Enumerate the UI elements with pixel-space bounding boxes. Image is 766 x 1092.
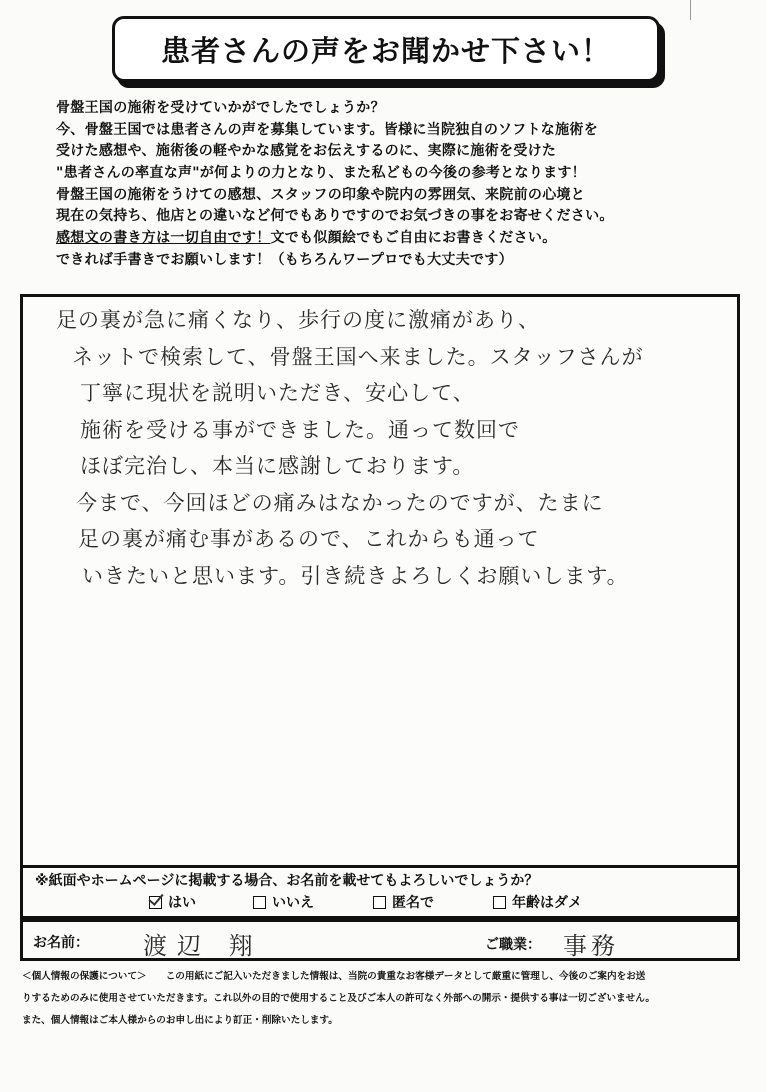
handwritten-line: ほぼ完治し、本当に感謝しております。 — [80, 454, 475, 478]
intro-underlined-text: 感想文の書き方は一切自由です！ — [56, 230, 271, 247]
privacy-line: ＜個人情報の保護について＞ この用紙にご記入いただきました情報は、当院の貴重なお客様データとして厳重に管理し、今後のご案内をお送 — [22, 971, 646, 982]
job-field[interactable]: 事務 — [563, 932, 619, 960]
checkbox-icon[interactable] — [493, 896, 506, 909]
intro-line-underlined — [56, 228, 736, 250]
page-title: 患者さんの声をお聞かせ下さい！ — [160, 33, 611, 68]
consent-section — [20, 866, 740, 919]
consent-question: ※紙面やホームページに掲載する場合、お名前を載せてもよろしいでしょうか？ — [35, 873, 539, 889]
consent-option-yes[interactable] — [149, 892, 196, 912]
consent-option-label: 匿名で — [392, 895, 434, 911]
intro-line: "患者さんの率直な声"が何よりの力となり、また私どもの今後の参考となります！ — [56, 165, 586, 182]
handwritten-line: 施術を受ける事ができました。通って数回で — [80, 417, 520, 442]
handwritten-line: 丁寧に現状を説明いただき、安心して、 — [80, 381, 475, 405]
privacy-line: また、個人情報はご本人様からのお申し出により訂正・削除いたします。 — [22, 1015, 338, 1026]
intro-line: 骨盤王国の施術を受けていかがでしたでしょうか？ — [56, 100, 385, 116]
consent-option-label: いいえ — [272, 895, 314, 911]
intro-after-underline: 文でも似顔絵でもご自由にお書きください。 — [270, 230, 557, 247]
page-edge-mark — [690, 0, 707, 20]
checkbox-checked-icon[interactable] — [149, 896, 162, 909]
consent-option-label: はい — [168, 895, 196, 911]
intro-line: 骨盤王国の施術をうけての感想、スタッフの印象や院内の雰囲気、来院前の心境と — [56, 186, 586, 203]
title-box — [112, 16, 660, 82]
handwritten-line: いきたいと思います。引き続きよろしくお願いします。 — [82, 563, 629, 588]
consent-option-no-age[interactable] — [493, 892, 582, 912]
checkbox-icon[interactable] — [253, 896, 266, 909]
handwritten-line: 足の裏が急に痛くなり、歩行の度に激痛があり、 — [56, 308, 540, 332]
job-label: ご職業： — [485, 937, 541, 953]
name-job-box — [20, 919, 740, 961]
intro-line: 受けた感想や、施術後の軽やかな感覚をお伝えするのに、実際に施術を受けた — [56, 143, 557, 160]
intro-text — [56, 98, 736, 272]
consent-option-label: 年齢はダメ — [512, 895, 582, 911]
handwritten-comment — [56, 302, 736, 594]
consent-option-no[interactable] — [253, 892, 314, 912]
name-label: お名前： — [33, 935, 89, 951]
intro-line: 今、骨盤王国では患者さんの声を募集しています。皆様に当院独自のソフトな施術を — [56, 121, 598, 138]
consent-option-anonymous[interactable] — [373, 892, 434, 912]
handwritten-line: 今まで、今回ほどの痛みはなかったのですが、たまに — [76, 490, 604, 515]
checkbox-icon[interactable] — [373, 896, 386, 909]
name-field[interactable]: 渡辺 翔 — [143, 932, 263, 960]
intro-line: できれば手書きでお願いします！（もちろんワープロでも大丈夫です） — [56, 251, 513, 268]
handwritten-line: 足の裏が痛む事があるので、これからも通って — [78, 527, 540, 551]
handwritten-line: ネットで検索して、骨盤王国へ来ました。スタッフさんが — [72, 344, 644, 369]
intro-line: 現在の気持ち、他店との違いなど何でもありですのでお気づきの事をお寄せください。 — [56, 208, 614, 225]
privacy-line: りするためのみに使用させていただきます。これ以外の目的で使用すること及びご本人の許可なく外部への開示・提供する事は一切ございません。 — [22, 993, 655, 1004]
privacy-notice — [22, 966, 742, 1032]
